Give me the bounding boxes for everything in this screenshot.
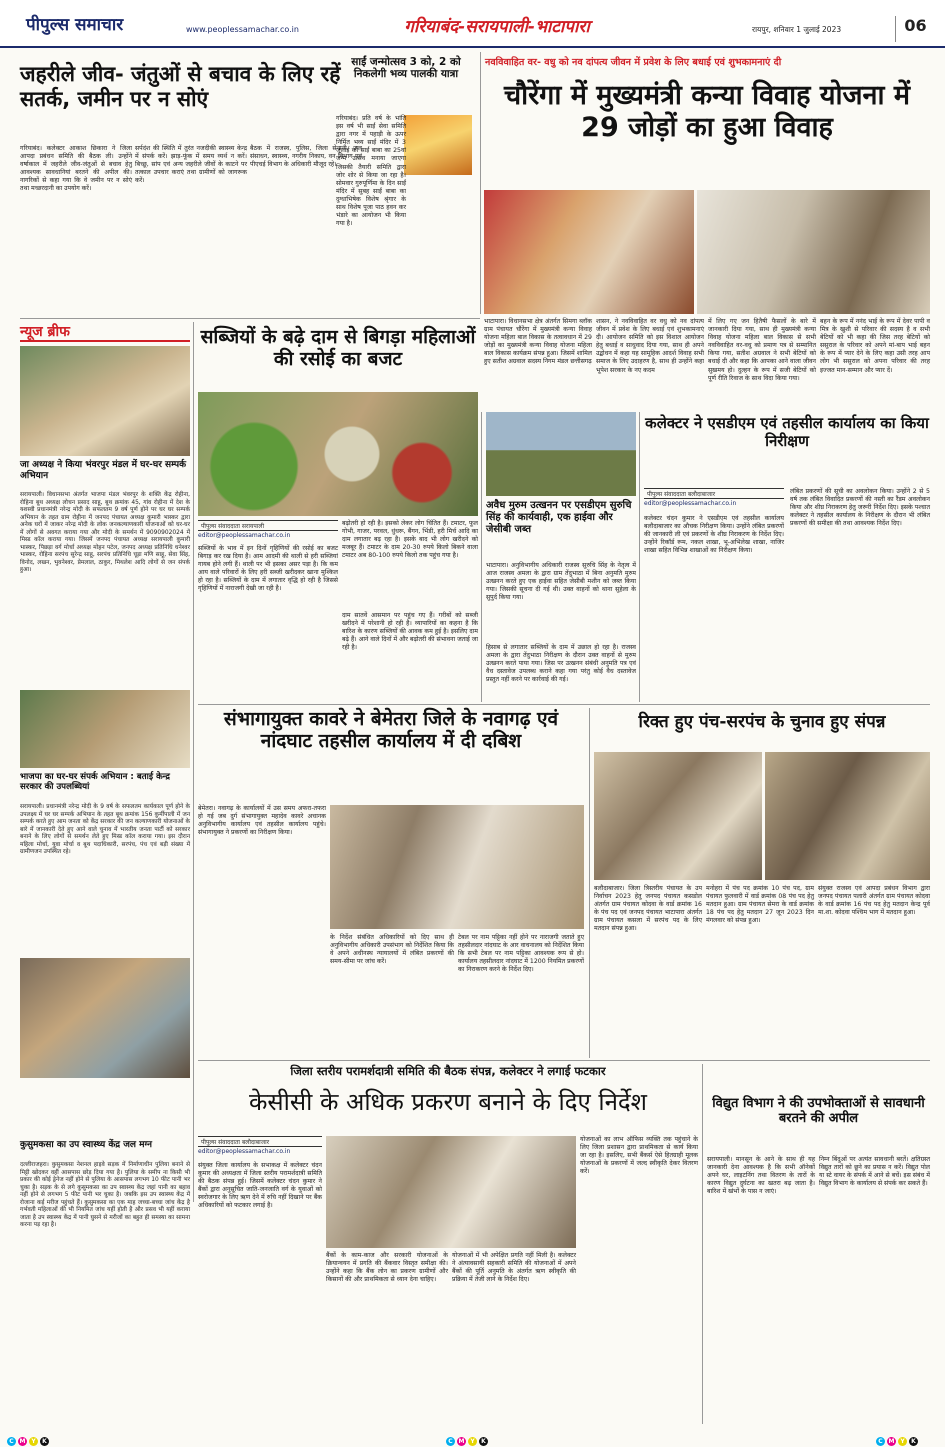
cmyk-m-mark: M (19, 1438, 26, 1445)
inspection-email[interactable]: editor@peoplessamachar.co.in (644, 500, 737, 507)
kcc-body-col3: योजनाओं में भी अपेक्षित प्रगति नहीं मिली है। कलेक्टर ने अंत्यावसायी सहकारी समिति की योजनाओं में अपने बैंकों की पूर्ति अनुमति के अंतर्गत ऋण स्वीकृति की प्रक्रिया में तेजी लाने के निर्देश दिए। (452, 1252, 576, 1284)
marriage-photo-right (697, 190, 930, 314)
electricity-body-col2: निम्न बिंदुओं पर अत्यंत सावधानी बरतें। क्षतिग्रस्त विद्युत तारों को छूने का प्रयास न करें। विद्युत पोल या स्टे वायर के संपर्क में आने से बचें। इस संबंध में विद्युत विभाग के कार्यालय से संपर्क कर सकते हैं। (819, 1156, 930, 1188)
kusumkasa-body: दल्लीराजहरा। कुसुमकसा नेशनल हाइवे सड़क में निर्माणाधीन पुलिया बनाने से मिट्टी खोदकर वहीं आसपास छोड़ दिया गया है। पुलिया के समीप ना किसी भी प्रकार की कोई ड्रेनेज नहीं होने से पुलिया के आसपास लगभग 10 फीट पानी भर चुका है। सड़क के से लगे कुसुमकसा का उप स्वास्थ्य केंद्र जहां पानी का बहाव नहीं होने से लगभग 5 फीट पानी भर चुका है। जबकि इस उप स्वास्थ्य केंद्र में रोजाना कई मरीज पहुंचते हैं। कुसुमकसा का एक माह जच्चा-बच्चा जांच केंद्र है गर्भवती महिलाओं की भी नियमित जांच यहीं होती है और प्रसव भी यहीं कराया जाता है उप स्वास्थ्य केंद्र में पानी घुसने से मरीजों का बहुत ही समस्या का सामना करना पड़ रहा है। (20, 1162, 190, 1228)
marriage-body-col4: बहन के रूप में ननंद भाई के रूप में देवर पापी व मित्र के खुशी से परिवार की सदस्य है व सभी बेटियों को भी कहा की जिस तरह बेटियों को ससुराल के परिवार को अपने मां-बाप भाई बहन के रूप में प्यार देने के लिए कहा उसी तरह आप लोग भी ससुराल को अपना परिवार की तरह इज्जत मान-सम्मान और प्यार दें। (820, 318, 930, 374)
wildlife-headline: जहरीले जीव- जंतुओं से बचाव के लिए रहें सतर्क, जमीन पर न सोएं (20, 62, 341, 111)
marriage-headline: चौरेंगा में मुख्यमंत्री कन्या विवाह योजना में 29 जोड़ों का हुआ विवाह (503, 80, 911, 143)
masthead (0, 0, 945, 48)
vegetables-email[interactable]: editor@peoplessamachar.co.in (198, 532, 291, 539)
cmyk-c-mark: C (876, 1437, 885, 1446)
mining-body-col1: भाटापारा। अनुविभागीय अधिकारी राजस्व सुरुचि सिंह के नेतृत्व में आज राजस्व अमला के द्वारा ग्राम तेंदुभाठा में बिना अनुमति मुरुम उत्खनन करते हुए एक हाईवा सहित जेसीबी मशीन को जब्त किया गया। जिसकी सूचना दी गई थी। उक्त वाहनों को थाना सुहेला के सुपुर्द किया गया। (486, 562, 636, 602)
cmyk-m-mark: M (888, 1438, 895, 1445)
cmyk-k-mark: K (909, 1437, 918, 1446)
sai-headline: साईं जन्मोत्सव 3 को, 2 को निकलेगी भव्य पालकी यात्रा (351, 56, 461, 81)
marriage-kicker: नवविवाहित वर- वधु को नव दांपत्य जीवन में प्रवेश के लिए बधाई एवं शुभकामनाएं दी (485, 57, 782, 68)
cmyk-marks-center (445, 1428, 501, 1445)
mining-truck-photo (486, 412, 636, 496)
kcc-headline: केसीसी के अधिक प्रकरण बनाने के दिए निर्देश (249, 1088, 647, 1116)
cmyk-marks-right (875, 1428, 931, 1445)
vegetables-photo (198, 392, 478, 516)
inspection-byline: पीपुल्स संवाददाता बलौदाबाजार (644, 488, 784, 499)
vegetables-body-col2: बढ़ोतरी हो रही है। इसको लेकर लोग चिंतित हैं। टमाटर, फूल गोभी, गाजर, परवल, धुंधरू, बैंगन, भिंडी, हरी मिर्च आदि का दाम लगातार बढ़ रहा है। इसके बाद भी लोग खरीदने को मजबूर हैं। टमाटर के दाम 20-30 रुपये किलो बिकने वाला टमाटर अब 80-100 रुपये किलो तक पहुंच गया है। (342, 520, 478, 560)
cmyk-y-mark: Y (468, 1437, 477, 1446)
cmyk-marks-left (6, 1428, 62, 1445)
cmyk-c-mark: C (7, 1437, 16, 1446)
panch-body-col3: संयुक्त राजस्व एवं आपदा प्रबंधन विभाग द्वारा जनपद पंचायत पलारी अंतर्गत ग्राम पंचायत कोदवा के वार्ड क्रमांक 16 पंच पद हेतु मतदान केन्द्र पूर्व मा.शा. कोदवा पश्चिम भाग में मतदान हुआ। (818, 885, 930, 917)
website-link[interactable]: www.peoplessamachar.co.in (186, 25, 299, 34)
inspection-headline: कलेक्टर ने एसडीएम एवं तहसील कार्यालय का किया निरीक्षण (645, 414, 929, 450)
marriage-photo-left (484, 190, 694, 314)
kcc-kicker: जिला स्तरीय परामर्शदात्री समिति की बैठक संपन्न, कलेक्टर ने लगाई फटकार (290, 1064, 606, 1078)
section-title: गरियाबंद-सरायपाली-भाटापारा (404, 17, 590, 37)
cmyk-y-mark: Y (898, 1437, 907, 1446)
kcc-email[interactable]: editor@peoplessamachar.co.in (198, 1148, 291, 1155)
kcc-body-col2: बैंकों के काम-काज और सरकारी योजनाओं के क्रियान्वयन में प्रगति की बैंकवार विस्तृत समीक्षा की। उन्होंने कहा कि बैंक लोन का प्रकरण ग्रामीणों और किसानों की और प्राथमिकता से ध्यान देना चाहिए। (326, 1252, 448, 1284)
vegetables-byline: पीपुल्स संवाददाता सरायपाली (198, 520, 338, 531)
newsbrief-photo-3 (20, 958, 190, 1078)
commissioner-headline: संभागायुक्त कावरे ने बेमेतरा जिले के नवागढ़ एवं नांदघाट तहसील कार्यालय में दी दबिश (223, 708, 559, 753)
marriage-body-col1: भाटापारा। विधानसभा क्षेत्र अंतर्गत सिमगा ब्लॉक ग्राम पंचायत चौरेंगा में मुख्यमंत्री कन्या विवाह योजना महिला बाल विकास के तत्वावधान में 29 जोड़ों का मुख्यमंत्री कन्या विवाह योजना महिला बाल विकास कार्यक्रम संपन्न हुआ। जिसमें शामिल हुए सतीश अग्रवाल सदस्य निगम मंडल छत्तीसगढ़ (484, 318, 592, 366)
inspection-body-col1: कलेक्टर चंदन कुमार ने एसडीएम एवं तहसील कार्यालय बलौदाबाजार का औचक निरीक्षण किया। उन्होंने लंबित प्रकरणों की जानकारी ली एवं प्रकरणों के शीघ्र निराकरण के निर्देश दिए। उन्होंने रिकॉर्ड रूम, नकल शाखा, भू-अभिलेख शाखा, नाजिर शाखा सहित विभिन्न शाखाओं का निरीक्षण किया। (644, 515, 784, 555)
kcc-byline: पीपुल्स संवाददाता बलौदाबाजार (198, 1136, 322, 1147)
vegetables-body-col1: सब्जियों के भाव में इन दिनों गृहिणियों की रसोई का बजट बिगाड़ कर रख दिया है। आम आदमी की थाली से हरी सब्जियां गायब होने लगी हैं। थाली पर भी इसका असर पड़ा है। कि कम आय वाले परिवारों के लिए हरी सब्जी खरीदकर खाना मुश्किल हो रहा है। सब्जियों के दाम में लगातार वृद्धि हो रही है जिससे गृहिणियों में नाराजगी देखी जा रही है। (198, 545, 338, 593)
cmyk-c-mark: C (446, 1437, 455, 1446)
marriage-body-col3: में लिए गए जन हितैषी फैसलों के बारे में जानकारी दिया गया, साथ ही मुख्यमंत्री कन्या विवाह योजना महिला बाल विकास से सभी नवविवाहित वर-वधु को प्रमाण पत्र से सम्मानित किया गया, सतीश अग्रवाल ने सभी बेटियों को बधाई दी और कहा कि आपका आने वाला जीवन सुखमय हो। दुल्हन के रूप में सजी बेटियों को पूर्ण रीति रिवाज के साथ विदा किया गया। (708, 318, 816, 382)
cmyk-m-mark: M (458, 1438, 465, 1445)
vegetables-headline: सब्जियों के बढ़े दाम से बिगड़ा महिलाओं की रसोई का बजट (200, 326, 476, 371)
panch-photo-right (765, 752, 930, 880)
electricity-body-col1: सरायपाली। मानसून के आने के साथ ही यह जानकारी देना आवश्यक है कि सभी ऑनेकों अपने घर, लाइटनिंग तथा वितरण के तारों के कारण विद्युत दुर्घटना का खतरा बढ़ जाता है। बारिश में खंभों के पास न जाएं। (707, 1156, 815, 1196)
kcc-meeting-photo (326, 1136, 576, 1248)
mining-body-col2: हिसाब से लगातार सब्जियों के दाम में उछाल हो रहा है। राजस्व अमला के द्वारा तेंदुभाठा निरीक्षण के दौरान उक्त वाहनों से मुरुम उत्खनन करते पाया गया। जिस पर उत्खनन संबंधी अनुमति पत्र एवं वैध दस्तावेज उपलब्ध कराने कहा गया परंतु कोई वैध दस्तावेज प्रस्तुत नहीं करने पर कार्रवाई की गई। (486, 644, 636, 684)
panch-body-col2: मनोहरा में पंच पद क्रमांक 10 पंच पद, ग्राम पंचायत फुलवारी में वार्ड क्रमांक 08 पंच पद हेतु मतदान हुआ। ग्राम पंचायत सेमरा के वार्ड क्रमांक 18 पंच पद हेतु मतदान 27 जून 2023 दिन मंगलवार को संपन्न हुआ। (706, 885, 814, 925)
kcc-body-col4: योजनाओं का लाभ ऑफिस व्यक्ति तक पहुंचाने के लिए जिला प्रशासन द्वारा प्राथमिकता से कार्य किया जा रहा है। इसलिए, सभी बैंकर्स ऐसे हितग्राही मूलक योजनाओं के प्रकरणों में जल्द स्वीकृति देकर वितरण करें। (580, 1136, 698, 1176)
commissioner-body-col3: टेबल पर नाम पट्टिका नहीं होने पर नाराजगी जताते हुए तहसीलदार नांदघाट के आर वाचनालय को निर्देशित किया कि सभी टेबल पर नाम पट्टिका आवश्यक रूप से हो। कार्यालय तहसीलदार नांदघाट में 1200 नियमित प्रकरणों का निराकरण करने के निर्देश दिए। (458, 934, 584, 974)
electricity-headline: विद्युत विभाग ने की उपभोक्ताओं से सावधानी बरतने की अपील (712, 1096, 925, 1127)
vegetables-body-col3: दाम सातवें आसमान पर पहुंच गए हैं। गरीबों को सब्जी खरीदने में परेशानी हो रही है। व्यापारियों का कहना है कि बारिश के कारण सब्जियों की आवक कम हुई है। इसलिए दाम बढ़े हैं। आने वाले दिनों में और बढ़ोतरी की संभावना जताई जा रही है। (342, 612, 478, 652)
page-number: 06 (895, 16, 935, 42)
wildlife-body-col2: सर्पदंश की स्थिति में तुरंत नजदीकी स्वास्थ्य केन्द्र में संपर्क करें। झाड़-फूंक में समय व्यर्थ न करें। बिच्छू, सांप एवं अन्य जहरीले जीवों के काटने पर तत्काल उपचार कराएं तथा ग्रामीणों को जागरूक करें। (135, 145, 247, 185)
newsbrief-photo-1 (20, 346, 190, 456)
newsbrief-item2-headline: भाजपा का घर-घर संपर्क अभियान : बताई केन्द्र सरकार की उपलब्धियां (20, 772, 170, 793)
newsbrief-item1-headline: जा अध्यक्ष ने किया भंवरपुर मंडल में घर-घर सम्पर्क अभियान (20, 460, 186, 481)
sai-body: गरियाबंद। प्रति वर्ष के भांति इस वर्ष भी साईं सेवा समिति द्वारा नगर में पहाड़ी के ऊपर निर्मित भव्य साईं मंदिर में 3 जुलाई को साईं बाबा का 25वां जन्म उत्सव मनाया जाएगा जिसकी तैयारी समिति द्वारा जोर शोर से किया जा रहा है। सोमवार गुरुपूर्णिमा के दिन साईं मंदिर में सुबह साईं बाबा का दुग्धाभिषेक विशेष श्रृंगार के साथ विशेष पूजा पाठ हवन कर भंडारे का आयोजन भी किया गया है। (336, 115, 406, 228)
wildlife-body-col3: बैठक में राजस्व, पुलिस, जिला सेनानी, जल संसाधन, स्वास्थ्य, नगरीय निकाय, वन विभाग एवं पीएचई विभाग के अधिकारी मौजूद रहे। (250, 145, 362, 169)
kusumkasa-headline: कुसुमकसा का उप स्वास्थ्य केंद्र जल मग्न (20, 1140, 153, 1150)
commissioner-body-col1: बेमेतरा। नवागढ़ के कार्यालयों में उस समय अफरा-तफरा हो गई जब दुर्ग संभागायुक्त महादेव कावरे अचानक अनुविभागीय कार्यालय एवं तहसील कार्यालय पहुंचे। संभागायुक्त ने प्रकरणों का निरीक्षण किया। (198, 805, 326, 837)
mining-headline: अवैध मुरुम उत्खनन पर एसडीएम सुरुचि सिंह की कार्यवाही, एक हाईवा और जेसीबी जब्त (486, 500, 632, 535)
cmyk-k-mark: K (479, 1437, 488, 1446)
newsbrief-item2-body: सरायपाली। प्रधानमंत्री नरेन्द्र मोदी के 9 वर्ष के सफलतम कार्यकाल पूर्ण होने के उपलक्ष्य में घर घर सम्पर्क अभियान के तहत बूथ क्रमांक 156 कुर्मीपाली में जन सम्पर्क करते हुए आम जनता को केंद्र सरकार की जन कल्याणकारी योजनाओं के बारे में जानकारी देते हुए आने वाले चुनाव में भारतीय जनता पार्टी को सरकार बनाने के लिए लोगों से समर्थन लेते हुए मिस्ड कॉल कराया गया। इस दौरान महिला मोर्चा, युवा मोर्चा व बूथ पदाधिकारी, सरपंच, पंच एवं बड़ी संख्या में ग्रामीणजन उपस्थित रहे। (20, 804, 190, 855)
commissioner-body-col2: के निर्देश संबंधित अधिकारियों को दिए साथ ही अनुविभागीय अधिकारी उपसंभाग को निर्देशित किया कि वे अपने अधीनस्थ न्यायालयों में लंबित प्रकरणों की समय-सीमा पर जांच करें। (330, 934, 454, 966)
newsbrief-photo-2 (20, 690, 190, 768)
panch-headline: रिक्त हुए पंच-सरपंच के चुनाव हुए संपन्न (638, 712, 886, 732)
date-line: रायपुर, शनिवार 1 जुलाई 2023 (752, 25, 842, 34)
marriage-body-col2: शासन, ने नवविवाहित वर वधु को नव दांपत्य जीवन में प्रवेश के लिए बधाई एवं शुभकामनाएं दी। आयोजन समिति को इस विशाल आयोजन हेतु बधाई व साधुवाद दिया गया, साथ ही अपने उद्बोधन में कहा यह सामूहिक आदर्श विवाह सभी समाज के लिए उदाहरण है, साथ ही उन्होंने कहा भूपेश सरकार के नए कदम (596, 318, 704, 374)
newsbrief-label: न्यूज ब्रीफ (20, 322, 190, 342)
panch-body-col1: बलौदाबाजार। जिला त्रिस्तरीय पंचायत के उप निर्वाचन 2023 हेतु जनपद पंचायत कसडोल अंतर्गत ग्राम पंचायत कोदवा के वार्ड क्रमांक 16 के पंच पद एवं जनपद पंचायत भाटापारा अंतर्गत ग्राम पंचायत कसला में सरपंच पद के लिए मतदान संपन्न हुआ। (594, 885, 702, 933)
newsbrief-item1-body: सरायपाली। विधानसभा अंतर्गत भाजपा मंडल भंवरपुर के शक्ति केंद्र रोहीना, रोहिना बूथ अध्यक्ष लोचन प्रसाद साहू, बूथ क्रमांक 45, गांव रोहीना में देश के यशस्वी प्रधानमंत्री नरेन्द्र मोदी के सफलतम 9 वर्ष पूर्ण होने पर घर घर सम्पर्क अभियान के तहत ग्राम रोहीना में जनपद पंचायत अध्यक्ष कुमारी भास्कर द्वारा अनेक घरों में जाकर नरेन्द्र मोदी के लोक जनकल्याणकारी योजनाओं को घर-घर में लोगों से अवगत कराया गया और मोदी के समर्थन में 9090902024 में मिस्ड कॉल कराया गया। जिसमें जनपद पंचायत अध्यक्ष सरायपाली कुमारी भास्कर, पिछड़ा वर्ग मोर्चा अध्यक्ष मोहन पटेल, जनपद अध्यक्ष प्रतिनिधि धनेश्वर भास्कर, रोहिना सरपंच सुरेन्द्र साहू, सरपंच प्रतिनिधि चूड़ा मणि साहू, सेवा सिंह, विनोद, लखन, भुवनेश्वर, प्रेमलाल, ठाकुर, मिथलेश आदि लोगों से जन संपर्क हुआ। (20, 492, 190, 573)
panch-photo-left (594, 752, 762, 880)
cmyk-k-mark: K (40, 1437, 49, 1446)
kcc-body-col1: संयुक्त जिला कार्यालय के सभाकक्ष में कलेक्टर चंदन कुमार की अध्यक्षता में जिला स्तरीय परामर्शदात्री समिति की बैठक संपन्न हुई। जिसमें कलेक्टर चंदन कुमार ने बैंकों द्वारा अनुसूचित जाति-जनजाति वर्ग के युवाओं को स्वरोजगार के लिए ऋण देने में रुचि नहीं दिखाने पर बैंक अधिकारियों को फटकार लगाई है। (198, 1162, 322, 1210)
cmyk-y-mark: Y (29, 1437, 38, 1446)
wildlife-body-col1: गरियाबंद। कलेक्टर आकाश छिकारा ने जिला आपदा प्रबंधन समिति की बैठक ली। उन्होंने वर्षाकाल में जहरीले जीव-जंतुओं से बचाव हेतु आवश्यक सावधानियां बरतने की अपील की। नागरिकों से कहा गया कि वे जमीन पर न सोएं तथा मच्छरदानी का उपयोग करें। (20, 145, 132, 193)
commissioner-photo (330, 805, 584, 929)
paper-name: पीपुल्स समाचार (26, 15, 124, 35)
inspection-body-col2: लंबित प्रकरणों की सूची का अवलोकन किया। उन्होंने 2 से 5 वर्ष तक लंबित विवादित प्रकरणों की नस्ती का रैंडम अवलोकन किया और शीघ्र निराकरण हेतु जरूरी निर्देश दिए। इसके पश्चात कलेक्टर ने तहसील कार्यालय के निरीक्षण के दौरान भी लंबित प्रकरणों की समीक्षा की तथा आवश्यक निर्देश दिए। (790, 488, 930, 528)
